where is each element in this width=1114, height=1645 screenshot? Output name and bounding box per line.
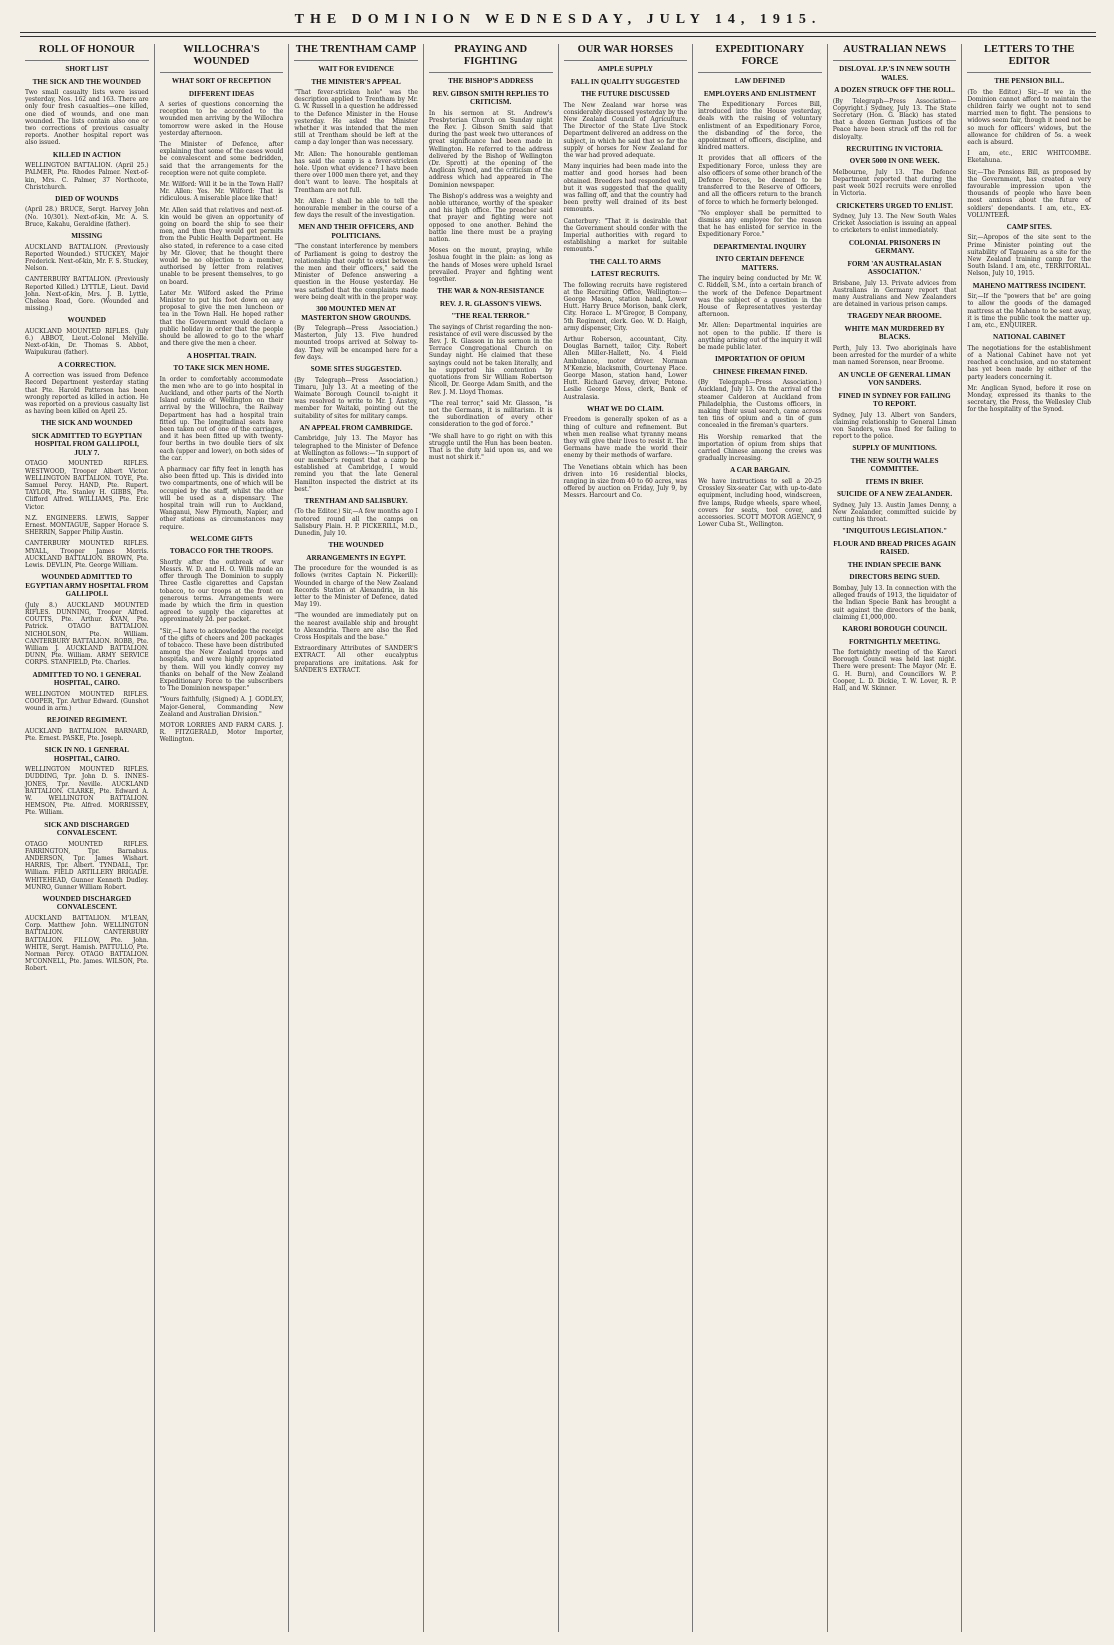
- subheading: COLONIAL PRISONERS IN GERMANY.: [848, 238, 941, 256]
- subheading: AMPLE SUPPLY: [597, 65, 653, 73]
- subheading: WELCOME GIFTS: [190, 534, 253, 543]
- article-paragraph: The negotiations for the establishment of a National Cabinet have not yet reached a conclusion, and no statement has yet been made by either of the party leaders concerning it.: [967, 344, 1091, 381]
- article-paragraph: A pharmacy car fifty feet in length has also been fitted up. This is divided into two compartments, one of which will be occupied by the staff, whilst the other will be used as a dispensary. The hospital train will run to Auckland, Wanganui, New Plymouth, Napier, and other stations as circumstances may require.: [159, 465, 284, 531]
- subheading: A CORRECTION.: [57, 360, 116, 369]
- article-paragraph: Mr. Anglican Synod, before it rose on Monday, expressed its thanks to the secretary, the Press, the Wellesley Club for the hospitality of the Synod.: [967, 384, 1091, 414]
- article-paragraph: The Expeditionary Forces Bill, introduced into the House yesterday, deals with the raising of voluntary enlistment of an Expeditionary Force, the disbanding of the force, the appointment of officers, discipline, and kindred matters.: [698, 101, 822, 152]
- article-paragraph: Sydney, July 13. Albert von Sanders, claiming relationship to General Liman von Sanders, was fined for failing to report to the police.: [832, 411, 957, 441]
- subheading: SUPPLY OF MUNITIONS.: [852, 444, 937, 453]
- article-paragraph: Mr. Wilford: Will it be in the Town Hall? Mr. Allen: Yes. Mr. Wilford: That is ridiculous. A miserable place like that!: [159, 181, 284, 203]
- article-paragraph: "The wounded are immediately put on the nearest available ship and brought to Alexandria. There are also the Red Cross Hospitals and the base.": [294, 612, 418, 642]
- article-paragraph: We have instructions to sell a 20-25 Crossley Six-seater Car, with up-to-date equipment, including hood, windscreen, five lamps, Rudge wheels, spare wheel, covers for seats, tool cover, and accessories. SCOTT MOTOR AGENCY, 9 Lower Cuba St., Wellington.: [698, 477, 822, 529]
- subheading: AN APPEAL FROM CAMBRIDGE.: [299, 423, 413, 432]
- article-paragraph: The fortnightly meeting of the Karori Borough Council was held last night. There were present: The Mayor (Mr. E. G. H. Burn), and Councillors W. P. Cooper, L. D. Dickie, T. W. Lover, R. P. Hall, and W. Skinner.: [832, 649, 957, 693]
- article-paragraph: The Minister of Defence, after explaining that some of the cases would be convalescent and some bedridden, said that the arrangements for the reception were not quite complete.: [159, 141, 284, 177]
- subheading: ITEMS IN BRIEF.: [865, 477, 924, 486]
- subheading: DIED OF WOUNDS: [55, 194, 119, 203]
- headline-divider: [833, 60, 957, 61]
- article-paragraph: Cambridge, July 13. The Mayor has telegraphed to the Minister of Defence at Wellington as follows:—"In support of our member's request that a camp be established at Cambridge, I would remind you that the late General Hamilton inspected the district at its best.": [294, 435, 418, 493]
- newspaper-column: [424, 44, 559, 1632]
- subheading: KARORI BOROUGH COUNCIL: [842, 625, 947, 633]
- article-paragraph: "We shall have to go right on with this struggle until the Hun has been beaten. That is the duty laid upon us, and we must not shirk it.": [428, 432, 553, 462]
- article-paragraph: Extraordinary Attributes of SANDER'S EXTRACT. All other eucalyptus preparations are imitations. Ask for SANDER'S EXTRACT.: [294, 645, 418, 674]
- column-headline: ROLL OF HONOUR: [38, 44, 135, 55]
- article-paragraph: The sayings of Christ regarding the non-resistance of evil were discussed by the Rev. J. R. Glasson in his sermon in the Terrace Congregational Church on Sunday night. He claimed that these sayings could not be taken literally, and he supported his contention by quotations from Sir William Robertson Nicoll, Dr. George Adam Smith, and the Rev. J. M. Lloyd Thomas.: [428, 323, 553, 396]
- article-paragraph: "The real terror," said Mr. Glasson, "is not the Germans, it is militarism. It is the subordination of every other consideration to the god of force.": [428, 399, 553, 429]
- subheading: ARRANGEMENTS IN EGYPT.: [306, 553, 406, 562]
- article-paragraph: The Venetians obtain which has been driven into 16 residential blocks, ranging in size from 40 to 60 acres, was offered by auction on Friday, July 9, by Messrs. Harcourt and Co.: [563, 463, 688, 500]
- subheading: FALL IN QUALITY SUGGESTED: [570, 77, 680, 86]
- column-headline: AUSTRALIAN NEWS: [843, 44, 947, 55]
- subheading: DIRECTORS BEING SUED.: [849, 573, 940, 582]
- subheading: SICK IN NO. 1 GENERAL HOSPITAL, CAIRO.: [44, 746, 130, 763]
- subheading: REV. GIBSON SMITH REPLIES TO CRITICISM.: [432, 89, 549, 106]
- subheading: TO TAKE SICK MEN HOME.: [173, 364, 270, 372]
- subheading: SUICIDE OF A NEW ZEALANDER.: [836, 490, 953, 499]
- article-paragraph: The New Zealand war horse was considerably discussed yesterday by the New Zealand Council of Agriculture. The Director of the State Live Stock Department delivered an address on the subject, in which he said that so far the supply of horses for New Zealand for the war had proved adequate.: [563, 101, 688, 159]
- subheading: MEN AND THEIR OFFICERS, AND POLITICIANS.: [298, 223, 414, 240]
- column-headline: THE TRENTHAM CAMP: [295, 44, 417, 55]
- headline-divider: [698, 72, 822, 73]
- article-paragraph: MOTOR LORRIES AND FARM CARS. J. R. FITZGERALD, Motor Importer, Wellington.: [159, 722, 284, 744]
- newspaper-column: [559, 44, 694, 1632]
- article-paragraph: Mr. Allen: I shall be able to tell the honourable member in the course of a few days the result of the investigation.: [294, 197, 418, 220]
- newspaper-column: [962, 44, 1096, 1632]
- article-paragraph: OTAGO MOUNTED RIFLES. FARRINGTON, Tpr. Barnabus. ANDERSON, Tpr. James Wishart. HARRIS, Tpr. Albert. TYNDALL, Tpr. William. FIELD ARTILLERY BRIGADE. WHITEHEAD, Gunner Kenneth Dudley. MUNRO, Gunner William Robert.: [25, 840, 149, 891]
- article-paragraph: His Worship remarked that the importation of opium from ships that carried Chinese among the crews was gradually increasing.: [698, 433, 822, 463]
- subheading: TRAGEDY NEAR BROOME.: [847, 312, 942, 321]
- column-headline: LETTERS TO THE EDITOR: [983, 44, 1075, 67]
- article-paragraph: N.Z. ENGINEERS. LEWIS, Sapper Ernest. MONTAGUE, Sapper Horace S. SHERRIN, Sapper Philip Austin.: [25, 514, 149, 537]
- subheading: DEPARTMENTAL INQUIRY: [713, 242, 807, 251]
- subheading: THE WOUNDED: [328, 541, 384, 550]
- article-paragraph: "Sir,—I have to acknowledge the receipt of the gifts of cheers and 200 packages of tobacco. These have been distributed among the New Zealand troops and hospitals, and were highly appreciated by them. Will you kindly convey my thanks on behalf of the New Zealand Expeditionary Force to the subscribers to The Dominion newspaper.": [159, 627, 284, 693]
- article-paragraph: "That fever-stricken hole" was the description applied to Trentham by Mr. G. W. Russell in a question he addressed to the Defence Minister in the House yesterday. He asked the Minister whether it was intended that the men still at Trentham should be left at the camp a day longer than was necessary.: [294, 89, 418, 147]
- newspaper-page: [20, 44, 1096, 1632]
- article-paragraph: (By Telegraph—Press Association.) Timaru, July 13. At a meeting of the Waimate Borough Council to-night it was resolved to write to Mr. J. Anstey, member for Waitaki, pointing out the suitability of sites for military camps.: [294, 376, 418, 420]
- subheading: EMPLOYERS AND ENLISTMENT: [703, 89, 817, 98]
- article-paragraph: Freedom is generally spoken of as a thing of culture and refinement. But when men realise what tyranny means they will give their lives to resist it. The Germans have made the world their enemy by their methods of warfare.: [563, 416, 688, 460]
- subheading: CAMP SITES.: [1006, 222, 1052, 231]
- newspaper-masthead: THE DOMINION WEDNESDAY, JULY 14, 1915.: [294, 12, 822, 27]
- subheading: THE PENSION BILL.: [994, 77, 1065, 85]
- headline-divider: [294, 60, 418, 61]
- headline-divider: [160, 72, 284, 73]
- subheading: TOBACCO FOR THE TROOPS.: [169, 547, 273, 556]
- subheading: REJOINED REGIMENT.: [46, 716, 127, 725]
- subheading: "INIQUITOUS LEGISLATION.": [841, 527, 948, 536]
- article-paragraph: The Bishop's address was a weighty and noble utterance, worthy of the speaker and his high office. The preacher said that prayer and fighting were not opposed to one another. Behind the battle line there must be a praying nation.: [428, 192, 553, 243]
- subheading: TRENTHAM AND SALISBURY.: [304, 496, 408, 505]
- subheading: WOUNDED ADMITTED TO EGYPTIAN ARMY HOSPITAL FROM GALLIPOLI.: [25, 573, 149, 599]
- subheading: WAIT FOR EVIDENCE: [318, 65, 394, 73]
- article-paragraph: AUCKLAND BATTALION. BARNARD, Pte. Ernest. PASKE, Pte. Joseph.: [25, 727, 149, 742]
- subheading: KILLED IN ACTION: [52, 150, 121, 159]
- subheading: WHAT WE DO CLAIM.: [586, 404, 664, 413]
- article-paragraph: "No employer shall be permitted to dismiss any employee for the reason that he has enlisted for service in the Expeditionary Force.": [698, 209, 822, 239]
- article-paragraph: Bombay, July 13. In connection with the alleged frauds of 1913, the liquidator of the Indian Specie Bank has brought a suit against the directors of the bank, claiming £1,000,000.: [832, 584, 957, 621]
- subheading: THE FUTURE DISCUSSED: [580, 90, 670, 98]
- subheading: WHAT SORT OF RECEPTION: [171, 77, 271, 85]
- article-paragraph: In order to comfortably accommodate the men who are to go into hospital in Auckland, and other parts of the North Island outside of Wellington on their arrival by the Willochra, the Railway Department has had a hospital train fitted up. The longitudinal seats have been taken out of one of the carriages, and it has been fitted up with twenty-four berths in two double tiers of six each (upper and lower), on both sides of the car.: [159, 375, 284, 462]
- column-headline: WILLOCHRA'S WOUNDED: [183, 44, 260, 67]
- subheading: DISLOYAL J.P.'S IN NEW SOUTH WALES.: [839, 65, 950, 82]
- article-paragraph: The inquiry being conducted by Mr. W. C. Riddell, S.M., into a certain branch of the work of the Defence Department was the subject of a question in the House of Representatives yesterday afternoon.: [698, 275, 822, 319]
- subheading: WHITE MAN MURDERED BY BLACKS.: [844, 324, 945, 342]
- article-paragraph: I am, etc., ERIC WHITCOMBE. Eketahuna.: [967, 150, 1091, 165]
- masthead-rule-bottom: [20, 36, 1096, 37]
- article-paragraph: Many inquiries had been made into the matter and good horses had been obtained. Breeders had responded well, but it was suggested that the quality was falling off, and that the country had been pretty well drained of its best remounts.: [563, 163, 688, 214]
- subheading: LATEST RECRUITS.: [591, 270, 660, 279]
- article-paragraph: A series of questions concerning the reception to be accorded to the wounded men arriving by the Willochra tomorrow were asked in the House yesterday afternoon.: [159, 101, 284, 137]
- newspaper-column: [155, 44, 290, 1632]
- subheading: FINED IN SYDNEY FOR FAILING TO REPORT.: [838, 391, 951, 409]
- subheading: CHINESE FIREMAN FINED.: [712, 367, 808, 376]
- article-paragraph: Sydney, July 13. Austin James Denny, a New Zealander, committed suicide by cutting his throat.: [832, 501, 957, 524]
- subheading: WOUNDED DISCHARGED CONVALESCENT.: [42, 894, 132, 912]
- article-paragraph: Brisbane, July 13. Private advices from Australians in Germany report that many Australians and New Zealanders are detained in various prison camps.: [832, 279, 957, 309]
- subheading: A DOZEN STRUCK OFF THE ROLL.: [834, 86, 955, 94]
- headline-divider: [429, 72, 553, 73]
- article-paragraph: AUCKLAND BATTALION. (Previously Reported Wounded.) STUCKEY, Major Frederick. Next-of-kin, Mr. F. S. Stuckey, Nelson.: [25, 243, 149, 273]
- subheading: THE CALL TO ARMS: [589, 257, 661, 266]
- subheading: MISSING: [71, 232, 103, 241]
- subheading: LAW DEFINED: [734, 77, 786, 85]
- article-paragraph: (April 28.) BRUCE, Sergt. Harvey John (No. 10/301). Next-of-kin, Mr. A. S. Bruce, Kakahu, Geraldine (father).: [25, 206, 149, 228]
- newspaper-column: [289, 44, 424, 1632]
- headline-divider: [564, 60, 688, 61]
- subheading: DIFFERENT IDEAS: [188, 89, 255, 98]
- article-paragraph: Sir,—If the "powers that be" are going to allow the goods of the damaged mattress at the Maheno to be sent away, it is time the public took the matter up. I am, etc., ENQUIRER.: [967, 293, 1091, 329]
- subheading: THE SICK AND THE WOUNDED: [32, 77, 141, 86]
- article-paragraph: (July 8.) AUCKLAND MOUNTED RIFLES. DUNNING, Trooper Alfred. COUTTS, Pte. Arthur. KYAN, Pte. Patrick. OTAGO BATTALION. NICHOLSON, Pte. William. CANTERBURY BATTALION. ROBB, Pte. William J. AUCKLAND BATTALION. DUNN, Pte. William. ARMY SERVICE CORPS. STANFIELD, Pte. Charles.: [25, 601, 149, 667]
- article-paragraph: In his sermon at St. Andrew's Presbyterian Church on Sunday night the Rev. J. Gibson Smith said that during the past week two utterances of great significance had been made in Wellington. He referred to the address delivered by the Bishop of Wellington (Dr. Sprott) at the opening of the Anglican Synod, and the criticism of the address which had appeared in The Dominion newspaper.: [428, 109, 553, 189]
- subheading: AN UNCLE OF GENERAL LIMAN VON SANDERS.: [838, 370, 951, 388]
- column-headline: EXPEDITIONARY FORCE: [715, 44, 805, 67]
- article-paragraph: Two small casualty lists were issued yesterday, Nos. 162 and 163. There are only four fresh casualties—one killed, one died of wounds, and one man wounded. The lists contain also one or two corrections of previous casualty reports. Another hospital report was also issued.: [25, 89, 149, 147]
- article-paragraph: Canterbury: "That it is desirable that the Government should confer with the Imperial authorities with regard to establishing a market for suitable remounts.": [563, 217, 688, 254]
- article-paragraph: Mr. Allen: Departmental inquiries are not open to the public. If there is anything arising out of the inquiry it will be made public later.: [698, 322, 822, 351]
- article-paragraph: The procedure for the wounded is as follows (writes Captain N. Pickerill): Wounded in charge of the New Zealand Records Station at Alexandria, in his letter to the Minister of Defence, dated May 19).: [294, 565, 418, 609]
- subheading: ADMITTED TO NO. 1 GENERAL HOSPITAL, CAIRO.: [32, 670, 142, 688]
- subheading: OVER 5000 IN ONE WEEK.: [849, 157, 940, 166]
- article-paragraph: Mr. Allen said that relatives and next-of-kin would be given an opportunity of going on board the ship to see their men, and then they would get permits from the Public Health Department. He also stated, in reference to a case cited by Mr. Glover, that he thought there would be no objection to a member, authorised by letter from relatives unable to be present themselves, to go on board.: [159, 206, 284, 286]
- headline-divider: [967, 72, 1091, 73]
- column-headline: PRAYING AND FIGHTING: [454, 44, 528, 67]
- masthead-rule-top: [20, 32, 1096, 33]
- article-paragraph: OTAGO MOUNTED RIFLES. WESTWOOD, Trooper Albert Victor. WELLINGTON BATTALION. TOYE, Pte. Samuel Percy. HAND, Pte. Rupert. TAYLOR, Pte. Stanley H. GIBBS, Pte. Clifford Alfred. WILLIAMS, Pte. Eric Victor.: [25, 460, 149, 511]
- subheading: "THE REAL TERROR.": [451, 312, 531, 321]
- subheading: MAHENO MATTRESS INCIDENT.: [972, 281, 1086, 290]
- article-paragraph: WELLINGTON BATTALION. (April 25.) PALMER, Pte. Rhodes Palmer. Next-of-kin, Mrs. C. Palmer, 37 Northcote, Christchurch.: [25, 162, 149, 191]
- article-paragraph: Mr. Allen: The honourable gentleman has said the camp is a fever-stricken hole. Upon what evidence? I have been there over 1000 men there yet, and they don't want to leave. The hospitals at Trentham are not full.: [294, 150, 418, 194]
- subheading: NATIONAL CABINET: [993, 333, 1066, 342]
- subheading: 300 MOUNTED MEN AT MASTERTON SHOW GROUNDS.: [301, 305, 411, 322]
- subheading: THE INDIAN SPECIE BANK: [847, 560, 942, 569]
- subheading: REV. J. R. GLASSON'S VIEWS.: [439, 299, 542, 308]
- newspaper-column: [20, 44, 155, 1632]
- article-paragraph: Melbourne, July 13. The Defence Department reported that during the past week 5021 recruits were enrolled in Victoria.: [832, 168, 957, 198]
- article-paragraph: Sydney, July 13. The New South Wales Cricket Association is issuing an appeal to cricketers to enlist immediately.: [832, 213, 957, 235]
- article-paragraph: (To the Editor.) Sir,—If we in the Dominion cannot afford to maintain the children fairly we ought not to send married men to fight. The pensions to widows seem fair, though it need not be so much for officers' widows, but the allowance for children of 5s. a week each is absurd.: [967, 88, 1091, 146]
- article-paragraph: Later Mr. Wilford asked the Prime Minister to put his foot down on any proposal to give the men luncheon or tea in the Town Hall. He hoped rather that the Government would declare a public holiday in order that the people should be allowed to go to the wharf and there give the men a cheer.: [159, 289, 284, 348]
- article-paragraph: CANTERBURY BATTALION. (Previously Reported Killed.) LYTTLE, Lieut. David John. Next-of-kin, Mrs. J. B. Lyttle, Chelsea Road, Gore. (Wounded and missing.): [25, 276, 149, 313]
- article-paragraph: CANTERBURY MOUNTED RIFLES. MYALL, Trooper James Morris. AUCKLAND BATTALION. BROWN, Pte. Lewis. DEVLIN, Pte. George William.: [25, 540, 149, 570]
- subheading: THE BISHOP'S ADDRESS: [448, 77, 534, 85]
- subheading: A HOSPITAL TRAIN.: [186, 351, 257, 360]
- article-paragraph: WELLINGTON MOUNTED RIFLES. DUDDING, Tpr. John D. S. INNES-JONES, Tpr. Neville. AUCKLAND BATTALION. CLARKE, Pte. Edward A. W. WELLINGTON BATTALION. HEMSON, Pte. Alfred. MORRISSEY, Pte. William.: [25, 766, 149, 817]
- article-paragraph: "Yours faithfully, (Signed) A. J. GODLEY, Major-General, Commanding New Zealand and Australian Division.": [159, 696, 284, 718]
- article-paragraph: "The constant interference by members of Parliament is going to destroy the relationship that ought to exist between the men and their officers," said the Minister of Defence answering a question in the House yesterday. He was satisfied that the complaints made were being dealt with in the proper way.: [294, 243, 418, 301]
- article-paragraph: WELLINGTON MOUNTED RIFLES. COOPER, Tpr. Arthur Edward. (Gunshot wound in arm.): [25, 690, 149, 712]
- article-paragraph: (By Telegraph—Press Association—Copyright.) Sydney, July 13. The State Secretary (Hon. G. Black) has stated that a dozen German Justices of the Peace have been struck off the roll for disloyalty.: [832, 97, 957, 141]
- subheading: A CAR BARGAIN.: [730, 466, 790, 475]
- headline-divider: [25, 60, 149, 61]
- subheading: THE NEW SOUTH WALES COMMITTEE.: [850, 456, 939, 474]
- article-paragraph: Sir,—The Pensions Bill, as proposed by the Government, has created a very favourable impression upon the thousands of people who have been most anxious about the future of soldiers' dependants. I am, etc., EX-VOLUNTEER.: [967, 168, 1091, 219]
- article-paragraph: AUCKLAND MOUNTED RIFLES. (July 6.) ABBOT, Lieut.-Colonel Melville. Next-of-kin, Dr. Thomas S. Abbot, Waipukurau (father).: [25, 327, 149, 357]
- article-paragraph: It provides that all officers of the Expeditionary Force, unless they are also officers of some other branch of the Defence Forces, be deemed to be transferred to the Reserve of Officers, and all the officers return to the branch of force to which he formerly belonged.: [698, 155, 822, 206]
- column-headline: OUR WAR HORSES: [577, 44, 674, 55]
- article-paragraph: AUCKLAND BATTALION. M'LEAN, Corp. Matthew John. WELLINGTON BATTALION. CANTERBURY BATTALION. FILLOW, Pte. John. WHITE, Sergt. Hamish. PATTULLO, Pte. Norman Percy. OTAGO BATTALION. M'CONNELL, Pte. James. WILSON, Pte. Robert.: [25, 914, 149, 973]
- subheading: INTO CERTAIN DEFENCE MATTERS.: [715, 255, 805, 272]
- subheading: FORM 'AN AUSTRALASIAN ASSOCIATION.': [847, 259, 942, 277]
- newspaper-column: [693, 44, 828, 1632]
- article-paragraph: (By Telegraph—Press Association.) Masterton, July 13. Five hundred mounted troops arrived at Solway to-day. They will be encamped here for a few days.: [294, 325, 418, 361]
- article-paragraph: Perth, July 13. Two aboriginals have been arrested for the murder of a white man named Sorenson, near Broome.: [832, 344, 957, 367]
- article-paragraph: (By Telegraph—Press Association.) Auckland, July 13. On the arrival of the steamer Calderon at Auckland from Philadelphia, the Customs officers, in making their usual search, came across ten tins of opium and a tin of gum concealed in the fireman's quarters.: [698, 379, 822, 430]
- article-paragraph: Arthur Roberson, accountant, City. Douglas Barnett, tailor, City. Robert Allen Miller-Hallett, No. 4 Field Ambulance, motor driver. Norman M'Kenzie, blacksmith, Courtenay Place. George Mason, station hand, Lower Hutt. Richard Garvey, driver, Petone. Leslie George Moss, clerk, Bank of Australasia.: [563, 335, 688, 401]
- subheading: FLOUR AND BREAD PRICES AGAIN RAISED.: [833, 539, 956, 557]
- article-paragraph: (To the Editor.) Sir,—A few months ago I motored round all the camps on Salisbury Plain. H. P. PICKERILL, M.D., Dunedin, July 10.: [294, 508, 418, 538]
- subheading: THE WAR & NON-RESISTANCE: [437, 287, 545, 296]
- article-paragraph: Sir,—Apropos of the site sent to the Prime Minister pointing out the suitability of Tapuaeru as a site for the New Zealand training camp for the South Island. I am, etc., TERRITORIAL. Nelson, July 10, 1915.: [967, 234, 1091, 278]
- subheading: SICK AND DISCHARGED CONVALESCENT.: [44, 820, 130, 838]
- subheading: RECRUITING IN VICTORIA.: [846, 144, 943, 153]
- subheading: SOME SITES SUGGESTED.: [310, 365, 402, 374]
- subheading: FORTNIGHTLY MEETING.: [849, 637, 941, 646]
- subheading: SICK ADMITTED TO EGYPTIAN HOSPITAL FROM GALLIPOLI, JULY 7.: [31, 431, 142, 457]
- subheading: THE SICK AND WOUNDED: [41, 419, 133, 428]
- subheading: THE MINISTER'S APPEAL: [311, 77, 401, 86]
- newspaper-column: [828, 44, 963, 1632]
- subheading: WOUNDED: [67, 316, 106, 325]
- subheading: SHORT LIST: [65, 65, 109, 73]
- subheading: CRICKETERS URGED TO ENLIST.: [836, 201, 953, 210]
- article-paragraph: A correction was issued from Defence Record Department yesterday stating that Pte. Harold Patterson has been wrongly reported as killed in action. He was reported on a previous casualty list as having been killed on April 25.: [25, 372, 149, 416]
- article-paragraph: The following recruits have registered at the Recruiting Office, Wellington:—George Mason, station hand, Lower Hutt. Harry Bruce Morison, bank clerk, City. Horace L. M'Gregor, B Company, 5th Regiment, clerk. Geo. W. D. Haigh, army dispenser, City.: [563, 281, 688, 332]
- article-paragraph: Shortly after the outbreak of war Messrs. W. D. and H. O. Wills made an offer through The Dominion to supply Three Castle cigarettes and Capstan tobacco, to our troops at the front on generous terms. Arrangements were made by which the firm in question agreed to supply the cigarettes at approximately 2d. per packet.: [159, 558, 284, 624]
- subheading: IMPORTATION OF OPIUM: [715, 355, 805, 364]
- article-paragraph: Moses on the mount, praying, while Joshua fought in the plain: as long as the hands of Moses were upheld Israel prevailed. Prayer and fighting went together.: [428, 247, 553, 283]
